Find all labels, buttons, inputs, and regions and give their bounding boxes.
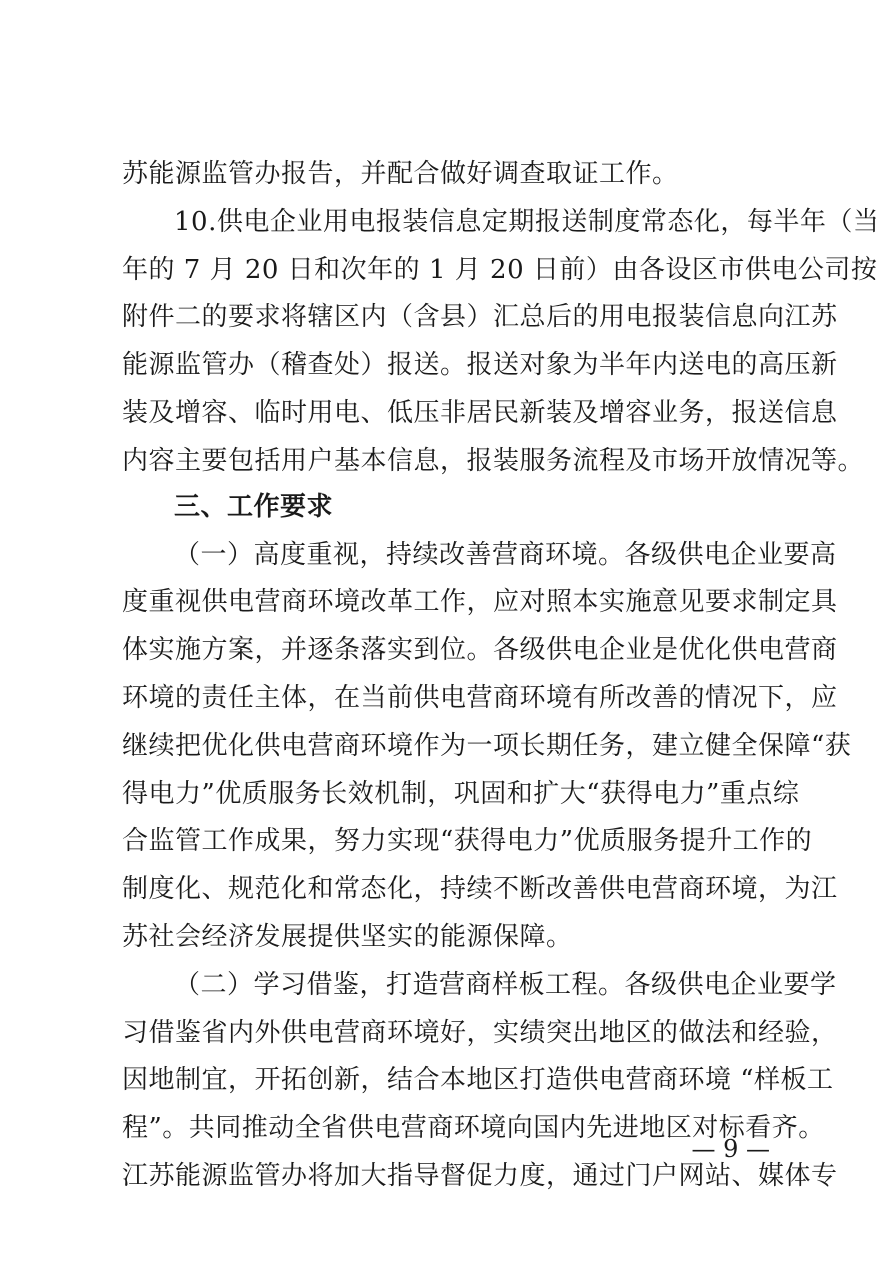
text-line: 程”。共同推动全省供电营商环境向国内先进地区对标看齐。 <box>122 1113 825 1143</box>
text-line: 制度化、规范化和常态化，持续不断改善供电营商环境，为江 <box>122 874 838 904</box>
text-line: 能源监管办（稽查处）报送。报送对象为半年内送电的高压新 <box>122 350 838 380</box>
page-number: — 9 — <box>691 1135 770 1163</box>
text-line: 内容主要包括用户基本信息，报装服务流程及市场开放情况等。 <box>122 446 865 476</box>
text-line: （一）高度重视，持续改善营商环境。各级供电企业要高 <box>174 540 837 570</box>
text-line: 体实施方案，并逐条落实到位。各级供电企业是优化供电营商 <box>122 635 838 665</box>
text-line: 习借鉴省内外供电营商环境好，实绩突出地区的做法和经验， <box>122 1018 838 1048</box>
text-line: 装及增容、临时用电、低压非居民新装及增容业务，报送信息 <box>122 398 838 428</box>
text-line: 附件二的要求将辖区内（含县）汇总后的用电报装信息向江苏 <box>122 302 838 332</box>
text-line: 因地制宜，开拓创新，结合本地区打造供电营商环境 “样板工 <box>122 1065 834 1095</box>
text-line: 得电力”优质服务长效机制，巩固和扩大“获得电力”重点综 <box>122 779 800 809</box>
text-line: 年的 7 月 20 日和次年的 1 月 20 日前）由各设区市供电公司按 <box>122 255 878 285</box>
text-line: 环境的责任主体，在当前供电营商环境有所改善的情况下，应 <box>122 683 838 713</box>
text-line: 度重视供电营商环境改革工作，应对照本实施意见要求制定具 <box>122 587 838 617</box>
text-line: 合监管工作成果，努力实现“获得电力”优质服务提升工作的 <box>122 826 813 856</box>
text-line: （二）学习借鉴，打造营商样板工程。各级供电企业要学 <box>174 970 837 1000</box>
text-line: 苏社会经济发展提供坚实的能源保障。 <box>122 922 573 952</box>
text-line: 苏能源监管办报告，并配合做好调查取证工作。 <box>122 159 679 189</box>
section-heading: 三、工作要求 <box>174 492 334 522</box>
text-line: 继续把优化供电营商环境作为一项长期任务，建立健全保障“获 <box>122 731 852 761</box>
text-line: 10.供电企业用电报装信息定期报送制度常态化，每半年（当 <box>174 207 880 237</box>
text-line: 江苏能源监管办将加大指导督促力度，通过门户网站、媒体专 <box>122 1161 838 1191</box>
